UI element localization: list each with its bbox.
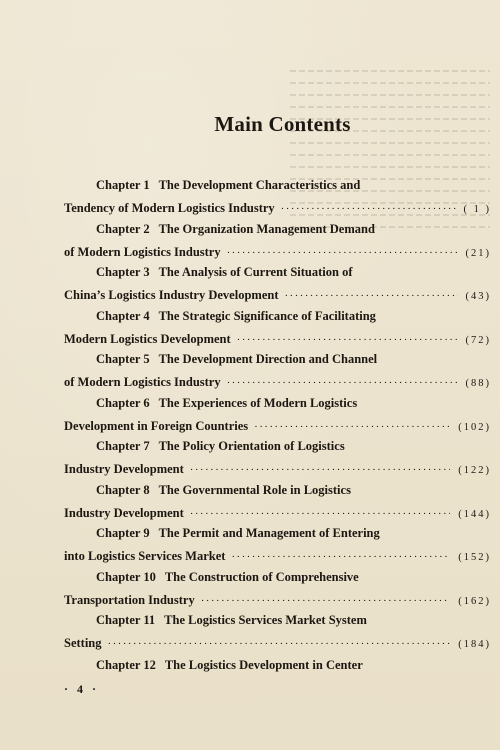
toc-entry[interactable] <box>0 178 500 222</box>
page-reference: (88) <box>465 378 491 389</box>
dot-leader <box>231 551 450 563</box>
page-reference: ( 1 ) <box>463 204 491 215</box>
toc-entry-continuation <box>64 288 491 303</box>
chapter-title-line2: of Modern Logistics Industry <box>64 244 221 259</box>
toc-entry-heading <box>96 439 345 454</box>
dot-leader <box>190 464 450 476</box>
toc-entry-continuation <box>64 245 491 260</box>
chapter-title-line1: The Governmental Role in Logistics <box>158 482 351 497</box>
toc-entry-heading <box>96 309 376 324</box>
toc-entry-heading <box>96 222 375 237</box>
toc-entry[interactable] <box>0 439 500 483</box>
chapter-label: Chapter 4 <box>96 308 150 323</box>
toc-entry-continuation <box>64 593 491 608</box>
toc-entry-continuation <box>64 506 491 521</box>
toc-entry[interactable] <box>0 396 500 440</box>
chapter-title-line2: Transportation Industry <box>64 592 195 607</box>
chapter-title-line2: of Modern Logistics Industry <box>64 375 221 389</box>
chapter-label: Chapter 8 <box>96 482 150 497</box>
chapter-title-line1: The Permit and Management of Entering <box>158 526 380 540</box>
page-reference: (162) <box>458 595 491 607</box>
dot-leader <box>237 334 458 346</box>
chapter-title-line2: Tendency of Modern Logistics Industry <box>64 201 275 215</box>
chapter-label: Chapter 9 <box>96 526 150 540</box>
toc-entry-heading <box>96 265 352 280</box>
chapter-label: Chapter 5 <box>96 352 150 366</box>
chapter-title-line1: The Policy Orientation of Logistics <box>158 439 345 453</box>
chapter-label: Chapter 12 <box>96 658 156 672</box>
chapter-title-line2: into Logistics Services Market <box>64 549 226 563</box>
chapter-label: Chapter 2 <box>96 221 150 236</box>
toc-entry-heading <box>96 352 377 367</box>
chapter-title-line2: China’s Logistics Industry Development <box>64 288 279 302</box>
chapter-label: Chapter 6 <box>96 395 150 410</box>
toc-entry-chapter-12[interactable] <box>96 658 363 673</box>
chapter-title-line2: Setting <box>64 636 102 650</box>
dot-leader <box>281 203 456 215</box>
page-number: · 4 · <box>64 682 100 696</box>
chapter-label: Chapter 10 <box>96 569 156 584</box>
page-reference: (152) <box>458 552 491 563</box>
dot-leader <box>284 290 457 302</box>
toc-entry[interactable] <box>0 483 500 527</box>
dot-leader <box>227 377 458 389</box>
toc-entry-continuation <box>64 549 491 564</box>
chapter-title-line2: Development in Foreign Countries <box>64 418 249 433</box>
page-reference: (144) <box>458 508 491 520</box>
chapter-title-line1: The Logistics Services Market System <box>164 613 367 627</box>
page-title: Main Contents <box>214 112 351 136</box>
chapter-title-line2: Industry Development <box>64 505 184 520</box>
page-reference: (122) <box>458 465 491 476</box>
chapter-title-line1: The Development Direction and Channel <box>158 352 378 366</box>
chapter-title-line1: The Organization Management Demand <box>158 221 375 236</box>
toc-entry-continuation <box>64 201 491 216</box>
chapter-label: Chapter 1 <box>96 178 150 192</box>
toc-entry[interactable] <box>0 265 500 309</box>
toc-entry-heading <box>96 178 360 193</box>
chapter-title-line2: Modern Logistics Development <box>64 331 231 346</box>
toc-entry[interactable] <box>0 222 500 266</box>
toc-entry-heading <box>96 570 359 585</box>
toc-entry-heading <box>96 483 351 498</box>
chapter-label: Chapter 11 <box>96 613 156 627</box>
dot-leader <box>227 247 458 259</box>
table-of-contents <box>0 178 500 657</box>
chapter-title-line2: Industry Development <box>64 462 184 476</box>
dot-leader <box>190 508 450 520</box>
toc-entry[interactable] <box>0 526 500 570</box>
toc-entry-continuation <box>64 636 491 651</box>
page-reference: (21) <box>465 247 491 259</box>
toc-entry-continuation <box>64 332 491 347</box>
toc-entry[interactable] <box>0 352 500 396</box>
toc-entry-continuation <box>64 375 491 390</box>
page-reference: (43) <box>465 291 491 302</box>
page-reference: (184) <box>458 639 491 650</box>
toc-entry[interactable] <box>0 309 500 353</box>
toc-entry-heading <box>96 613 367 628</box>
toc-entry[interactable] <box>0 613 500 657</box>
chapter-title-line1: The Logistics Development in Center <box>164 658 363 672</box>
page-reference: (102) <box>458 421 491 433</box>
page-reference: (72) <box>465 334 491 346</box>
toc-entry[interactable] <box>0 570 500 614</box>
chapter-title-line1: The Experiences of Modern Logistics <box>158 395 358 410</box>
dot-leader <box>108 638 451 650</box>
toc-entry-continuation <box>64 462 491 477</box>
dot-leader <box>201 595 451 607</box>
toc-entry-continuation <box>64 419 491 434</box>
chapter-title-line1: The Construction of Comprehensive <box>164 569 359 584</box>
dot-leader <box>254 421 450 433</box>
chapter-title-line1: The Strategic Significance of Facilitating <box>158 308 376 323</box>
chapter-label: Chapter 7 <box>96 439 150 453</box>
toc-entry-heading <box>96 396 357 411</box>
chapter-title-line1: The Development Characteristics and <box>158 178 361 192</box>
chapter-label: Chapter 3 <box>96 265 150 279</box>
toc-entry-heading <box>96 526 380 541</box>
chapter-title-line1: The Analysis of Current Situation of <box>158 265 353 279</box>
